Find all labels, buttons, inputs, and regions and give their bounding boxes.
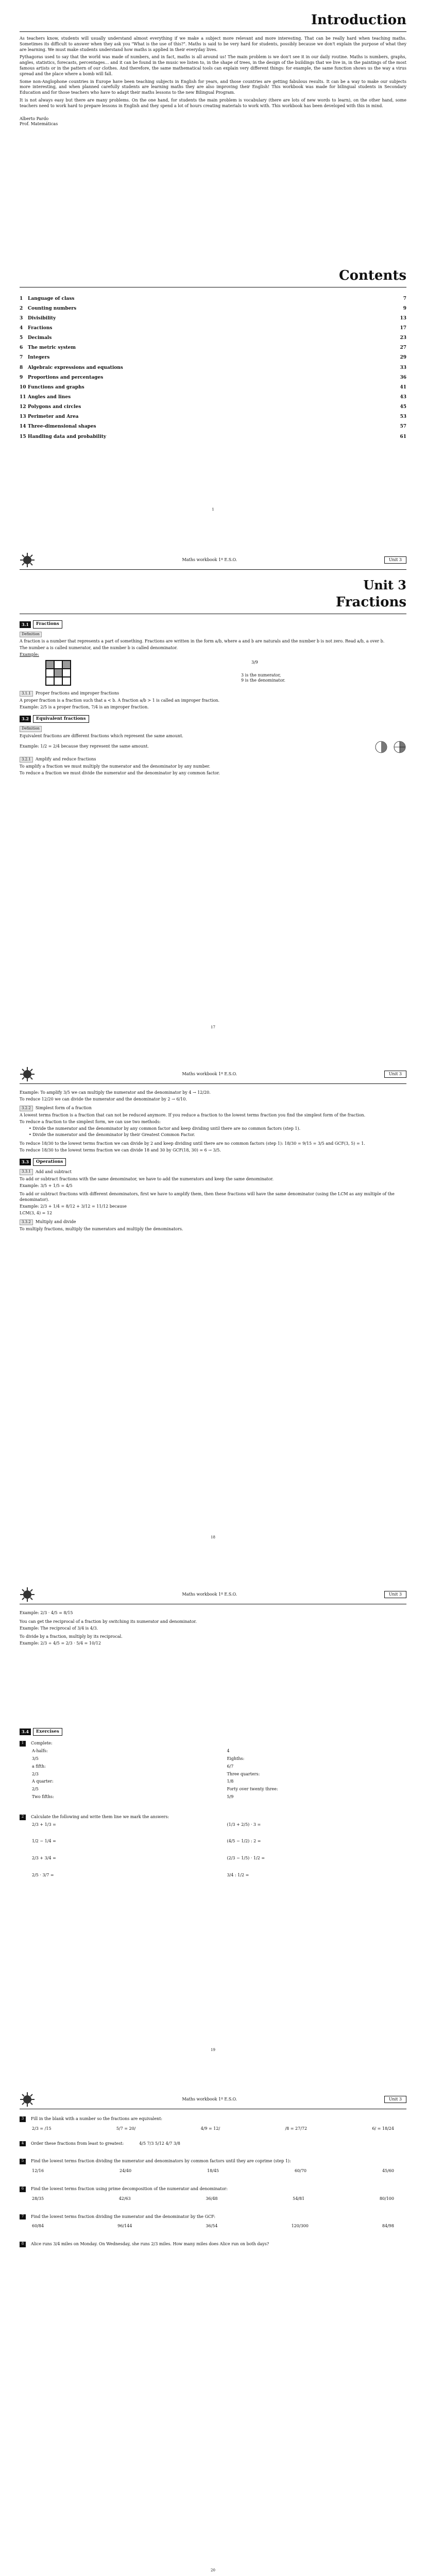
amplify-text: To amplify a fraction we must multiply the numerator and the denominator by any number.	[20, 764, 211, 769]
table-of-contents	[20, 294, 406, 442]
page-number: 20	[211, 2568, 215, 2572]
toc-page: 45	[400, 404, 406, 410]
toc-number: 5	[20, 335, 23, 341]
toc-row[interactable]	[20, 333, 406, 343]
definition-label: Definition	[20, 632, 42, 637]
section-title: Operations	[33, 1158, 66, 1166]
section-number: 3.3	[20, 1159, 31, 1165]
exercise-2-prompt: Calculate the following and write them line we mark the answers:	[31, 1814, 169, 1819]
toc-page: 13	[400, 315, 406, 321]
toc-number: 2	[20, 306, 23, 311]
toc-row[interactable]	[20, 412, 406, 422]
page-number: 1	[212, 507, 214, 512]
toc-page: 9	[403, 306, 406, 311]
method-bullet: • Divide the numerator and the denominator by any common factor and keep dividing until there are no common factors (step 1).	[29, 1126, 301, 1131]
unit-tag: Unit 3	[384, 556, 406, 564]
intro-paragraph: As teachers know, students will usually understand almost everything if we make a subject more relevant and more interesting. That can be really hard when teaching maths. Sometimes its difficult to answer when they ask you "What is the use of this?". Maths is said to be very hard for students, possibly because we don't explain the purpose of what they are learning. We must make students understand how maths is applied in their everyday lives.	[20, 36, 406, 52]
workbook-title: Maths workbook 1º E.S.O.	[182, 557, 237, 562]
toc-label: Handling data and probability	[28, 434, 107, 439]
toc-row[interactable]	[20, 372, 406, 382]
toc-row[interactable]	[20, 363, 406, 372]
toc-label: Proportions and percentages	[28, 375, 104, 380]
toc-page: 17	[400, 326, 406, 331]
exercise-7-row: 60/84 96/144 36/54 120/300 84/98	[32, 2224, 394, 2229]
toc-label: Language of class	[28, 296, 75, 301]
exercise-5-prompt: Find the lowest terms fraction dividing the numerator and denominators by common factors until they are coprime (step 1):	[31, 2159, 291, 2164]
toc-number: 7	[20, 355, 23, 361]
intro-paragraph: Pythagoras used to say that the world was made of numbers, and in fact, maths is all around us! The main problem is we don't see it in our daily routine. Maths is numbers, graphs, angles, statistics, forecasts, percentages… and it can be found in the music we listen to, in the shape of trees, in the design of the buildings that we live in, in the paintings of the most famous artists or in the pattern of our clothes. And therefore, the same mathematical tools can explain very different things: for example, the same function shows us the way a virus spread and the place where a bomb will fall.	[20, 55, 406, 76]
workbook-title: Maths workbook 1º E.S.O.	[182, 1071, 237, 1076]
school-logo-icon	[20, 552, 35, 568]
toc-label: Angles and lines	[28, 395, 71, 400]
divide-example: Example: 2/3 ÷ 4/5 = 2/3 · 5/4 = 10/12	[20, 1641, 101, 1646]
add-example: Example: 3/5 + 1/5 = 4/5	[20, 1183, 73, 1188]
subsection-title: Add and subtract	[35, 1169, 72, 1174]
exercise-6-row: 28/35 42/63 36/48 54/81 80/100	[32, 2196, 394, 2201]
toc-number: 1	[20, 296, 23, 301]
page-number: 17	[211, 1025, 215, 1029]
denominator-note: 9 is the denominator.	[241, 678, 285, 683]
subsection-title: Proper fractions and improper fractions	[35, 691, 120, 696]
unit-page-18	[0, 1066, 426, 1233]
unit-title: Fractions	[20, 594, 406, 614]
reciprocal-text: You can get the reciprocal of a fraction by switching its numerator and denominator.	[20, 1619, 197, 1624]
unit-page-17	[0, 552, 426, 777]
unit-tag: Unit 3	[384, 1071, 406, 1078]
toc-page: 27	[400, 345, 406, 351]
lcm-note: LCM(3, 4) = 12	[20, 1210, 53, 1215]
toc-number: 8	[20, 365, 23, 370]
example-fraction: 3/9	[251, 659, 258, 665]
toc-label: The metric system	[28, 345, 76, 351]
author-role: Prof. Matemáticas	[20, 122, 58, 127]
section-number: 3.2	[20, 716, 31, 722]
divide-text: To divide by a fraction, multiply by its reciprocal.	[20, 1634, 123, 1639]
intro-page	[0, 11, 426, 127]
toc-row[interactable]	[20, 382, 406, 392]
toc-number: 9	[20, 375, 23, 380]
toc-row[interactable]	[20, 422, 406, 432]
toc-label: Perimeter and Area	[28, 414, 79, 420]
toc-page: 29	[400, 355, 406, 361]
contents-page	[0, 267, 426, 442]
toc-row[interactable]	[20, 294, 406, 303]
subsection-number: 3.2.1	[20, 757, 33, 762]
equivalent-pies	[374, 740, 406, 754]
subsection-title: Amplify and reduce fractions	[35, 756, 96, 761]
definition-text: A fraction is a number that represents a part of something. Fractions are written in the form a/b, where a and b are naturals and the number b is not zero. Read a/b, a over b.	[20, 639, 385, 644]
contents-title: Contents	[20, 267, 406, 287]
toc-row[interactable]	[20, 432, 406, 442]
toc-label: Polygons and circles	[28, 404, 81, 410]
toc-row[interactable]	[20, 393, 406, 402]
toc-label: Three-dimensional shapes	[28, 424, 96, 430]
toc-number: 11	[20, 395, 26, 400]
toc-row[interactable]	[20, 402, 406, 412]
section-title: Equivalent fractions	[33, 715, 89, 723]
section-title: Exercises	[33, 1728, 62, 1736]
author-name: Alberto Pardo	[20, 116, 49, 121]
toc-page: 7	[403, 296, 406, 301]
amplify-example: Example: To amplify 3/5 we can multiply the numerator and the denominator by 4 → 12/20.	[20, 1090, 211, 1095]
proper-fraction-text: A proper fraction is a fraction such that a < b. A fraction a/b > 1 is called an improper fraction.	[20, 698, 220, 703]
simplest-form-text: To reduce a fraction to the simplest form, we can use two methods:	[20, 1119, 161, 1124]
simplest-example: To reduce 18/30 to the lowest terms fraction we can divide by 2 and keep dividing until there are no common factors (step 1): 18/30 = 9/15 = 3/5 and GCF(3, 5) = 1.	[20, 1141, 365, 1146]
exercise-4-values: 4/5 7/3 5/12 4/7 3/8	[139, 2141, 180, 2146]
toc-label: Integers	[28, 355, 50, 361]
section-title: Fractions	[33, 620, 62, 628]
toc-label: Decimals	[28, 335, 52, 341]
exercise-7-prompt: Find the lowest terms fraction dividing the numerator and the denominator by the GCF:	[31, 2214, 216, 2219]
toc-number: 13	[20, 414, 26, 420]
toc-page: 57	[400, 424, 406, 430]
exercise-3-row: 2/3 = /15 5/7 = 20/ 4/9 = 12/ /8 = 27/72 6/ = 18/24	[32, 2126, 394, 2131]
add-text: To add or subtract fractions with different denominators, first we have to amplify them, then these fractions will have the same denominator (using the LCM as any multiple of the denominator).	[20, 1192, 395, 1202]
exercise-6-prompt: Find the lowest terms fraction using prime decomposition of the numerator and denominator:	[31, 2186, 228, 2191]
intro-paragraph: It is not always easy but there are many problems. On the one hand, for students the main problem is vocabulary (there are lots of new words to learn), on the other hand, some teachers need to work hard to prepare lessons in English and they spend a lot of hours creating materials to work with. This workbook has been developed with this in mind.	[20, 98, 406, 108]
school-logo-icon	[20, 1066, 35, 1082]
simplest-example: To reduce 18/30 to the lowest terms fraction we can divide 18 and 30 by GCF(18, 30) = 6 → 3/5.	[20, 1148, 221, 1153]
school-logo-icon	[20, 2092, 35, 2107]
subsection-number: 3.3.2	[20, 1219, 33, 1225]
section-number: 3.4	[20, 1728, 31, 1735]
exercise-1-prompt: Complete:	[31, 1741, 53, 1746]
add-text: To add or subtract fractions with the same denominator, we have to add the numerators and keep the same denominator.	[20, 1176, 274, 1181]
toc-page: 53	[400, 414, 406, 420]
definition-text: Equivalent fractions are different fractions which represent the same amount.	[20, 733, 183, 738]
toc-row[interactable]	[20, 313, 406, 323]
multiply-example: Example: 2/3 · 4/5 = 8/15	[20, 1611, 73, 1615]
exercise-5-row: 12/16 24/40 18/45 60/70 45/60	[32, 2168, 394, 2174]
workbook-title: Maths workbook 1º E.S.O.	[182, 2096, 237, 2102]
unit-page-19	[0, 1587, 426, 1648]
unit-label: Unit 3	[363, 578, 406, 592]
page-number: 18	[211, 1535, 215, 1539]
subsection-number: 3.2.2	[20, 1106, 33, 1111]
subsection-title: Simplest form of a fraction	[35, 1105, 92, 1110]
intro-paragraph: Some non-Anglophone countries in Europe have been teaching subjects in English for years, and those countries are getting fabulous results. It can be a way to make our subjects more interesting, and when planned carefully students are learning maths they are also improving their English! This workbook was made for bilingual students in Secondary Education and for those teachers who have to adapt their maths lessons to the new Bilingual Program.	[20, 79, 406, 95]
toc-label: Counting numbers	[28, 306, 77, 311]
toc-row[interactable]	[20, 353, 406, 363]
school-logo-icon	[20, 1587, 35, 1602]
section-number: 3.1	[20, 621, 31, 628]
toc-row[interactable]	[20, 343, 406, 353]
exercise-2-grid: 2/3 + 1/3 = (1/3 + 2/5) · 3 = 1/2 − 1/4 = (4/5 − 1/2) : 2 = 2/3 + 3/4 = (2/3 − 1/5) · 1/2 = 2/5 · 3/7 = 3/4 : 1/2 =	[32, 1822, 265, 1878]
toc-page: 33	[400, 365, 406, 370]
toc-number: 12	[20, 404, 26, 410]
reduce-text: To reduce a fraction we must divide the numerator and the denominator by any common factor.	[20, 770, 220, 775]
toc-number: 6	[20, 345, 23, 351]
toc-page: 23	[400, 335, 406, 341]
exercise-8-prompt: Alice runs 3/4 miles on Monday. On Wednesday, she runs 2/3 miles. How many miles does Alice run on both days?	[31, 2242, 269, 2247]
toc-number: 3	[20, 315, 23, 321]
toc-number: 14	[20, 424, 26, 430]
toc-number: 4	[20, 326, 23, 331]
toc-number: 10	[20, 384, 26, 390]
simplest-form-text: A lowest terms fraction is a fraction that can not be reduced anymore. If you reduce a fraction to the lowest terms fraction you find the simplest form of the fraction.	[20, 1113, 366, 1118]
exercises-part-1: 3.4 Exercises 1 Complete: A-halfs: 4 3/5 Eighths: a fifth: 6/7 2/3 Three quarters: A quarter: 1/8 2/5 Forty over twenty three: Two fifths: 5/9 2 Calculate the following and write them line we mark the answers: 2/3 + 1/3 = (1/3 + 2/5) · 3 = 1/2 − 1/4 = (4/5 − 1/2) : 2 = 2/3 + 3/4 = (2/3 − 1/5) · 1/2 = 2/5 · 3/7 = 3/4 : 1/2 =	[0, 1723, 426, 1878]
numerator-note: 3 is the numerator,	[241, 672, 281, 677]
unit-tag: Unit 3	[384, 1591, 406, 1599]
method-bullet: • Divide the numerator and the denominator by their Greatest Common Factor.	[29, 1132, 195, 1138]
toc-label: Divisibility	[28, 315, 56, 321]
definition-text: The number a is called numerator, and the number b is called denominator.	[20, 646, 178, 651]
toc-label: Fractions	[28, 326, 53, 331]
toc-page: 43	[400, 395, 406, 400]
intro-title: Introduction	[20, 11, 406, 32]
toc-label: Functions and graphs	[28, 384, 84, 390]
toc-label: Algebraic expressions and equations	[28, 365, 123, 370]
multiply-text: To multiply fractions, multiply the numerators and multiply the denominators.	[20, 1226, 183, 1231]
toc-row[interactable]	[20, 324, 406, 333]
exercise-3-prompt: Fill in the blank with a number so the fractions are equivalent:	[31, 2116, 163, 2121]
example-label: Example:	[20, 652, 39, 657]
exercises-part-2: Maths workbook 1º E.S.O. Unit 3 3 Fill in the blank with a number so the fractions are equivalent: 2/3 = /15 5/7 = 20/ 4/9 = 12/ /8 = 27/72 6/ = 18/24 4 Order these fractions from least to greatest: 4/5 7/3 5/12 4/7 3/8 5 Find the lowest terms fraction dividing the numerator and denominators by common factors until they are coprime (step 1): 12/16 24/40 18/45 60/70 45/60 6 Find the lowest terms fraction using prime decomposition of the numerator and denominator: 28/35 42/63 36/48 54/81 80/100 7 Find the lowest terms fraction dividing the numerator and the denominator by the GCF: 60/84 96/144 36/54 120/300 84/98 8 Alice runs 3/4 miles on Monday. On Wednesday, she runs 2/3 miles. How many miles does Alice run on both days?	[0, 2092, 426, 2249]
subsection-title: Multiply and divide	[35, 1219, 76, 1224]
toc-page: 41	[400, 384, 406, 390]
definition-label: Definition	[20, 726, 42, 732]
reduce-example: To reduce 12/20 we can divide the numerator and the denominator by 2 → 6/10.	[20, 1096, 187, 1101]
add-example: Example: 2/3 + 1/4 = 8/12 + 3/12 = 11/12 because	[20, 1204, 127, 1209]
toc-row[interactable]	[20, 303, 406, 313]
subsection-number: 3.1.1	[20, 691, 33, 697]
toc-page: 36	[400, 375, 406, 380]
quarters-pie-icon	[393, 740, 406, 754]
equivalent-example: Example: 1/2 = 2/4 because they represent the same amount.	[20, 744, 149, 749]
exercise-1-grid: A-halfs: 4 3/5 Eighths: a fifth: 6/7 2/3 Three quarters: A quarter: 1/8 2/5 Forty over twenty three: Two fifths: 5/9	[32, 1749, 278, 1800]
workbook-title: Maths workbook 1º E.S.O.	[182, 1591, 237, 1597]
toc-number: 15	[20, 434, 26, 439]
fraction-grid	[45, 660, 71, 686]
half-pie-icon	[374, 740, 388, 754]
subsection-number: 3.3.1	[20, 1169, 33, 1175]
toc-page: 61	[400, 434, 406, 439]
proper-fraction-example: Example: 2/5 is a proper fraction, 7/4 is an improper fraction.	[20, 705, 149, 710]
reciprocal-example: Example: The reciprocal of 3/4 is 4/3.	[20, 1625, 98, 1631]
unit-tag: Unit 3	[384, 2096, 406, 2104]
exercise-4-prompt: Order these fractions from least to greatest:	[31, 2141, 124, 2146]
page-number: 19	[211, 2048, 215, 2052]
